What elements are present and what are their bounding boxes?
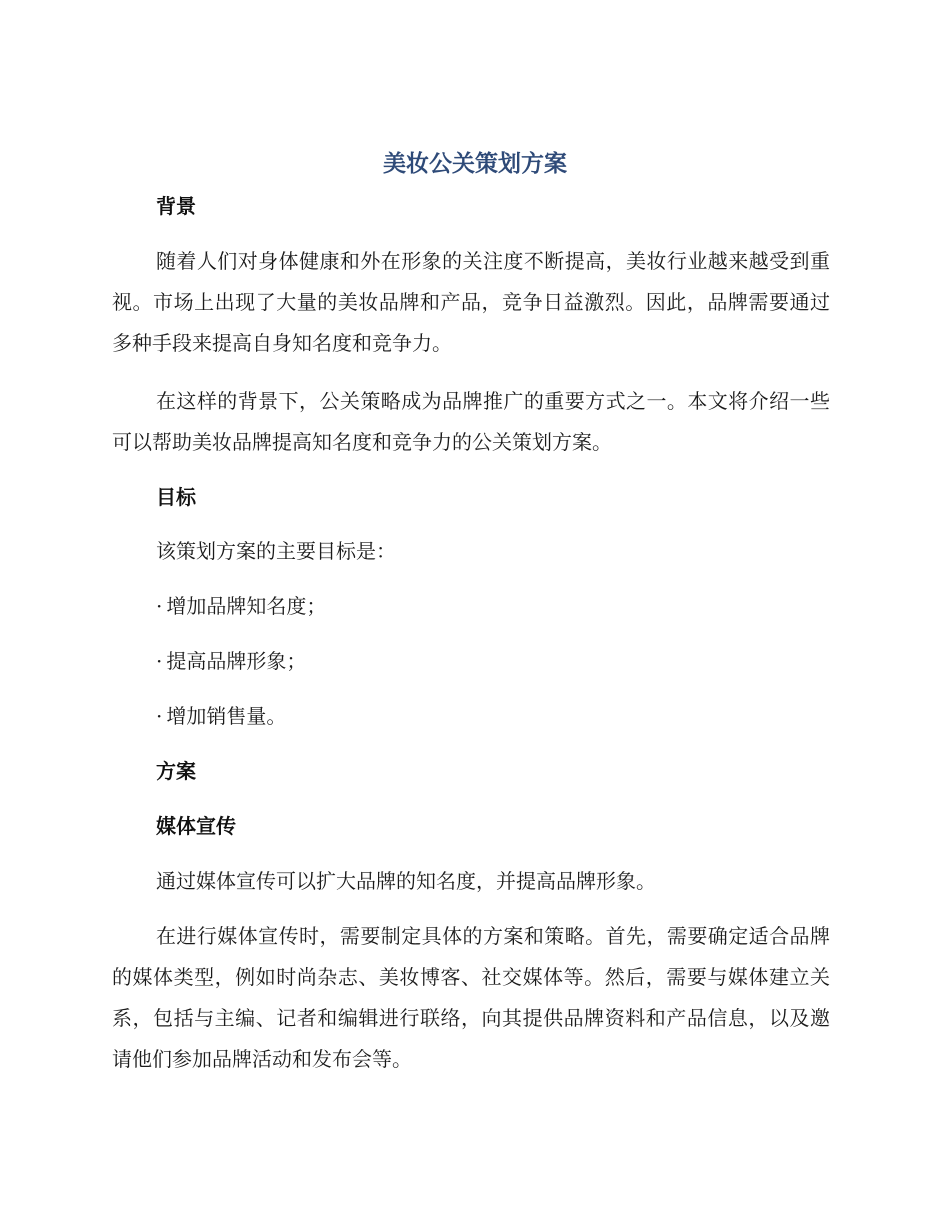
heading-media-promotion: 媒体宣传: [156, 814, 236, 838]
goals-intro: 该策划方案的主要目标是：: [156, 539, 396, 563]
bullet-dot: ·: [156, 594, 163, 618]
heading-background: 背景: [156, 194, 196, 218]
bullet-dot: ·: [156, 704, 163, 728]
document-title: 美妆公关策划方案: [383, 151, 567, 177]
paragraph-background-2: 在这样的背景下，公关策略成为品牌推广的重要方式之一。本文将介绍一些可以帮助美妆品牌提高知名度和竞争力的公关策划方案。: [112, 389, 830, 454]
goal-item-text: 增加销售量。: [166, 704, 287, 728]
goal-item-text: 提高品牌形象；: [166, 649, 307, 673]
goal-item: [156, 591, 326, 621]
goal-item: [156, 646, 306, 676]
bullet-dot: ·: [156, 649, 163, 673]
goal-item-text: 增加品牌知名度；: [166, 594, 327, 618]
paragraph-media-2: 在进行媒体宣传时，需要制定具体的方案和策略。首先，需要确定适合品牌的媒体类型，例如时尚杂志、美妆博客、社交媒体等。然后，需要与媒体建立关系，包括与主编、记者和编辑进行联络，向其提供品牌资料和产品信息，以及邀请他们参加品牌活动和发布会等。: [112, 924, 830, 1071]
goal-item: [156, 701, 286, 731]
heading-goals: 目标: [156, 485, 196, 509]
heading-plan: 方案: [156, 759, 196, 783]
paragraph-media-1: 通过媒体宣传可以扩大品牌的知名度，并提高品牌形象。: [156, 869, 656, 893]
paragraph-background-1: 随着人们对身体健康和外在形象的关注度不断提高，美妆行业越来越受到重视。市场上出现了大量的美妆品牌和产品，竞争日益激烈。因此，品牌需要通过多种手段来提高自身知名度和竞争力。: [112, 249, 830, 355]
